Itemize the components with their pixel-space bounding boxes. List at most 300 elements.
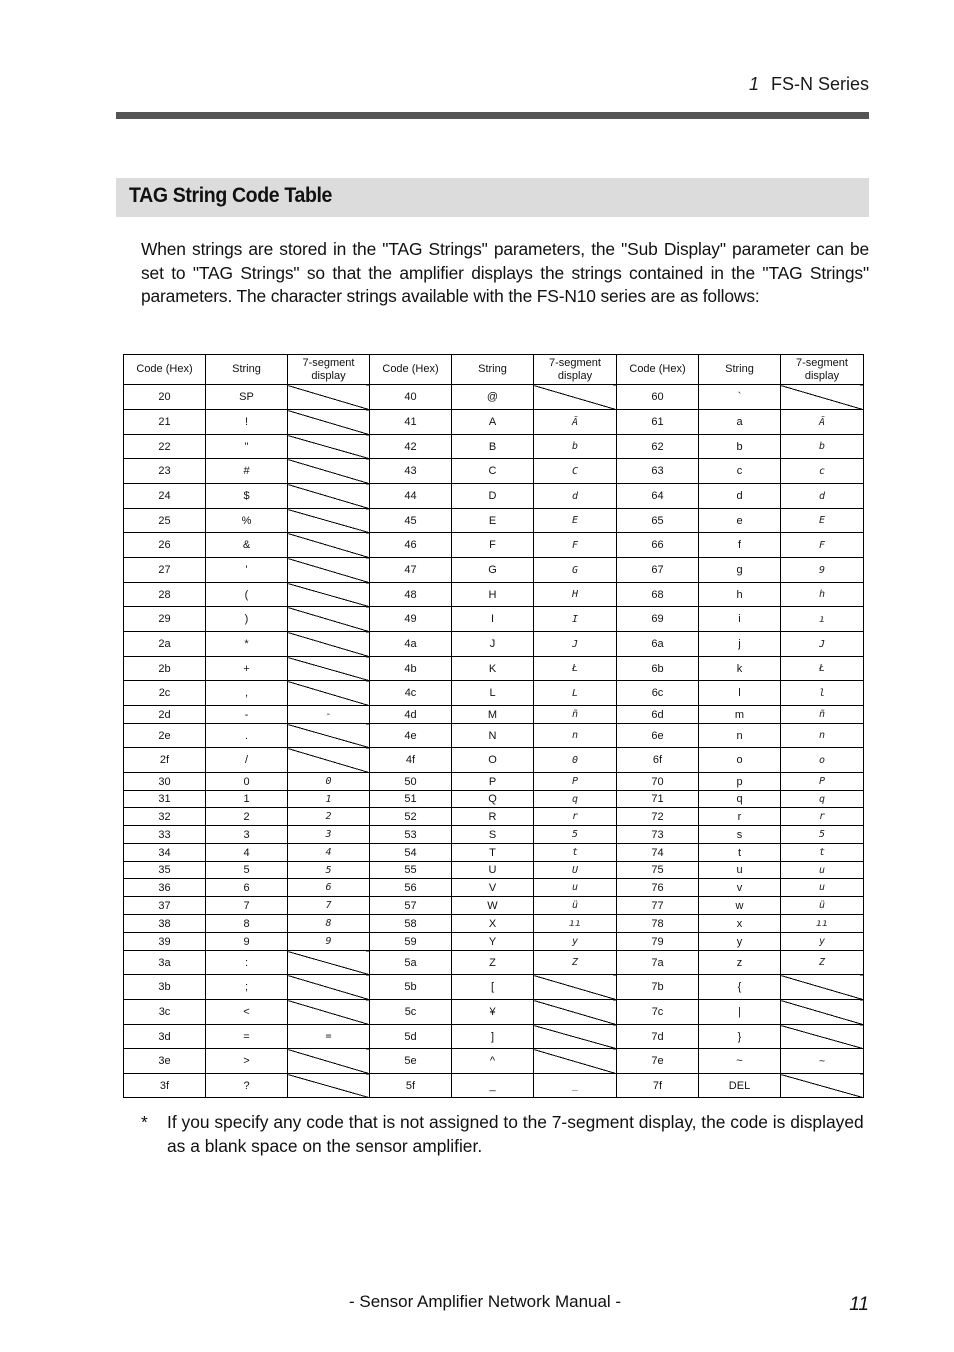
segment-not-assigned-cell — [288, 632, 370, 657]
segment-display-cell: r — [534, 808, 617, 826]
hex-code-cell: 5d — [370, 1025, 452, 1049]
string-cell: l — [699, 681, 781, 706]
string-cell: O — [452, 748, 534, 773]
segment-display-cell: t — [534, 844, 617, 862]
string-cell: [ — [452, 975, 534, 1000]
string-cell: ? — [206, 1074, 288, 1098]
segment-not-assigned-cell — [534, 1049, 617, 1074]
segment-display-cell: 3 — [288, 826, 370, 844]
string-cell: 1 — [206, 791, 288, 808]
segment-not-assigned-cell — [288, 484, 370, 509]
string-cell: , — [206, 681, 288, 706]
segment-display-cell: ü — [781, 897, 864, 915]
segment-not-assigned-cell — [288, 1000, 370, 1025]
table-row — [124, 435, 864, 459]
string-cell: T — [452, 844, 534, 862]
segment-not-assigned-cell — [288, 748, 370, 773]
hex-code-cell: 3a — [124, 951, 206, 975]
segment-display-cell: E — [781, 509, 864, 533]
hex-code-cell: 4e — [370, 724, 452, 748]
hex-code-cell: 42 — [370, 435, 452, 459]
segment-not-assigned-cell — [288, 459, 370, 484]
segment-not-assigned-cell — [781, 1074, 864, 1098]
footnote-text: If you specify any code that is not assigned to the 7-segment display, the code is displayed as a blank space on the sensor amplifier. — [167, 1112, 864, 1156]
segment-not-assigned-cell — [781, 1025, 864, 1049]
segment-display-cell: b — [781, 435, 864, 459]
segment-display-cell: 1 — [288, 791, 370, 808]
string-cell: _ — [452, 1074, 534, 1098]
segment-not-assigned-cell — [534, 1000, 617, 1025]
hex-code-cell: 31 — [124, 791, 206, 808]
string-cell: " — [206, 435, 288, 459]
table-row — [124, 706, 864, 724]
segment-display-cell: ñ — [781, 706, 864, 724]
string-cell: % — [206, 509, 288, 533]
string-cell: o — [699, 748, 781, 773]
hex-code-cell: 4b — [370, 657, 452, 681]
segment-not-assigned-cell — [534, 975, 617, 1000]
segment-display-cell: Ā — [781, 410, 864, 435]
string-cell: z — [699, 951, 781, 975]
segment-display-cell: Z — [534, 951, 617, 975]
table-row — [124, 933, 864, 951]
segment-not-assigned-cell — [288, 533, 370, 558]
segment-display-cell: Z — [781, 951, 864, 975]
segment-display-cell: L — [534, 681, 617, 706]
string-cell: 2 — [206, 808, 288, 826]
col-header: 7-segment display — [781, 355, 864, 385]
segment-not-assigned-cell — [781, 1000, 864, 1025]
segment-display-cell: ~ — [781, 1049, 864, 1074]
string-cell: E — [452, 509, 534, 533]
segment-not-assigned-cell — [534, 385, 617, 410]
string-cell: t — [699, 844, 781, 862]
string-cell: F — [452, 533, 534, 558]
segment-display-cell: ıı — [534, 915, 617, 933]
table-row — [124, 657, 864, 681]
string-cell: J — [452, 632, 534, 657]
hex-code-cell: 71 — [617, 791, 699, 808]
page-number: 11 — [849, 1294, 869, 1315]
hex-code-cell: 7e — [617, 1049, 699, 1074]
hex-code-cell: 79 — [617, 933, 699, 951]
hex-code-cell: 6c — [617, 681, 699, 706]
segment-display-cell: ü — [534, 897, 617, 915]
string-cell: P — [452, 773, 534, 791]
hex-code-cell: 30 — [124, 773, 206, 791]
string-cell: * — [206, 632, 288, 657]
hex-code-cell: 7d — [617, 1025, 699, 1049]
col-header: Code (Hex) — [617, 355, 699, 385]
segment-display-cell: G — [534, 558, 617, 583]
section-heading-bar — [116, 178, 869, 217]
string-cell: ¥ — [452, 1000, 534, 1025]
string-cell: G — [452, 558, 534, 583]
hex-code-cell: 76 — [617, 879, 699, 897]
hex-code-cell: 65 — [617, 509, 699, 533]
segment-display-cell: 4 — [288, 844, 370, 862]
segment-not-assigned-cell — [288, 1074, 370, 1098]
hex-code-cell: 49 — [370, 607, 452, 632]
table-row — [124, 632, 864, 657]
hex-code-cell: 77 — [617, 897, 699, 915]
section-title: TAG String Code Table — [129, 184, 333, 207]
hex-code-cell: 78 — [617, 915, 699, 933]
table-row — [124, 484, 864, 509]
string-cell: R — [452, 808, 534, 826]
string-cell: = — [206, 1025, 288, 1049]
string-cell: u — [699, 862, 781, 879]
segment-display-cell: 0 — [288, 773, 370, 791]
hex-code-cell: 26 — [124, 533, 206, 558]
segment-display-cell: h — [781, 583, 864, 607]
footer-title: - Sensor Amplifier Network Manual - — [349, 1292, 622, 1311]
col-header: String — [699, 355, 781, 385]
segment-not-assigned-cell — [288, 558, 370, 583]
string-cell: V — [452, 879, 534, 897]
segment-not-assigned-cell — [288, 724, 370, 748]
col-header: Code (Hex) — [124, 355, 206, 385]
hex-code-cell: 3e — [124, 1049, 206, 1074]
segment-not-assigned-cell — [288, 607, 370, 632]
hex-code-cell: 39 — [124, 933, 206, 951]
segment-display-cell: C — [534, 459, 617, 484]
segment-display-cell: d — [534, 484, 617, 509]
string-cell: ( — [206, 583, 288, 607]
string-cell: Y — [452, 933, 534, 951]
tag-string-code-table — [123, 354, 864, 1098]
string-cell: r — [699, 808, 781, 826]
segment-display-cell: u — [781, 862, 864, 879]
segment-display-cell: l — [781, 681, 864, 706]
hex-code-cell: 69 — [617, 607, 699, 632]
string-cell: { — [699, 975, 781, 1000]
footnote — [141, 1110, 869, 1158]
string-cell: B — [452, 435, 534, 459]
hex-code-cell: 72 — [617, 808, 699, 826]
segment-display-cell: 5 — [781, 826, 864, 844]
table-body — [124, 385, 864, 1098]
table-row — [124, 844, 864, 862]
string-cell: > — [206, 1049, 288, 1074]
string-cell: I — [452, 607, 534, 632]
segment-display-cell: J — [781, 632, 864, 657]
hex-code-cell: 2b — [124, 657, 206, 681]
hex-code-cell: 2e — [124, 724, 206, 748]
hex-code-cell: 3d — [124, 1025, 206, 1049]
string-cell: S — [452, 826, 534, 844]
table-row — [124, 951, 864, 975]
hex-code-cell: 5a — [370, 951, 452, 975]
intro-paragraph: When strings are stored in the "TAG Strings" parameters, the "Sub Display" parameter can be set to "TAG Strings" so that the amplifier displays the strings contained in the "TAG Strings" parameters. The character strings available with the FS-N10 series are as follows: — [141, 239, 869, 307]
hex-code-cell: 2c — [124, 681, 206, 706]
segment-not-assigned-cell — [288, 410, 370, 435]
table-header-row — [124, 355, 864, 385]
segment-display-cell: n — [534, 724, 617, 748]
segment-display-cell: I — [534, 607, 617, 632]
hex-code-cell: 2d — [124, 706, 206, 724]
string-cell: ^ — [452, 1049, 534, 1074]
hex-code-cell: 5f — [370, 1074, 452, 1098]
hex-code-cell: 4c — [370, 681, 452, 706]
hex-code-cell: 7f — [617, 1074, 699, 1098]
segment-not-assigned-cell — [781, 975, 864, 1000]
chapter-number: 1 — [748, 74, 759, 94]
string-cell: y — [699, 933, 781, 951]
string-cell: 6 — [206, 879, 288, 897]
hex-code-cell: 52 — [370, 808, 452, 826]
string-cell: } — [699, 1025, 781, 1049]
table-row — [124, 748, 864, 773]
string-cell: ] — [452, 1025, 534, 1049]
segment-display-cell: ı — [781, 607, 864, 632]
hex-code-cell: 74 — [617, 844, 699, 862]
footnote-marker: * — [141, 1112, 148, 1132]
segment-display-cell: F — [781, 533, 864, 558]
segment-not-assigned-cell — [288, 583, 370, 607]
table-row — [124, 509, 864, 533]
string-cell: < — [206, 1000, 288, 1025]
string-cell: h — [699, 583, 781, 607]
hex-code-cell: 58 — [370, 915, 452, 933]
string-cell: DEL — [699, 1074, 781, 1098]
string-cell: 0 — [206, 773, 288, 791]
hex-code-cell: 6e — [617, 724, 699, 748]
string-cell: - — [206, 706, 288, 724]
segment-display-cell: 5 — [534, 826, 617, 844]
table-row — [124, 791, 864, 808]
string-cell: v — [699, 879, 781, 897]
hex-code-cell: 37 — [124, 897, 206, 915]
segment-display-cell: q — [534, 791, 617, 808]
hex-code-cell: 20 — [124, 385, 206, 410]
segment-display-cell: 6 — [288, 879, 370, 897]
table-row — [124, 1074, 864, 1098]
segment-not-assigned-cell — [288, 951, 370, 975]
table-row — [124, 558, 864, 583]
segment-display-cell: q — [781, 791, 864, 808]
string-cell: H — [452, 583, 534, 607]
segment-display-cell: r — [781, 808, 864, 826]
hex-code-cell: 38 — [124, 915, 206, 933]
segment-not-assigned-cell — [781, 385, 864, 410]
string-cell: ; — [206, 975, 288, 1000]
hex-code-cell: 68 — [617, 583, 699, 607]
table-row — [124, 385, 864, 410]
segment-display-cell: U — [534, 862, 617, 879]
table-row — [124, 583, 864, 607]
hex-code-cell: 59 — [370, 933, 452, 951]
string-cell: / — [206, 748, 288, 773]
hex-code-cell: 34 — [124, 844, 206, 862]
string-cell: . — [206, 724, 288, 748]
segment-not-assigned-cell — [534, 1025, 617, 1049]
segment-display-cell: _ — [534, 1074, 617, 1098]
string-cell: ` — [699, 385, 781, 410]
segment-display-cell: = — [288, 1025, 370, 1049]
string-cell: D — [452, 484, 534, 509]
string-cell: X — [452, 915, 534, 933]
chapter-title: FS-N Series — [770, 74, 869, 94]
segment-display-cell: ıı — [781, 915, 864, 933]
string-cell: q — [699, 791, 781, 808]
hex-code-cell: 7a — [617, 951, 699, 975]
hex-code-cell: 70 — [617, 773, 699, 791]
string-cell: @ — [452, 385, 534, 410]
segment-display-cell: u — [781, 879, 864, 897]
string-cell: 3 — [206, 826, 288, 844]
table-row — [124, 897, 864, 915]
hex-code-cell: 27 — [124, 558, 206, 583]
string-cell: i — [699, 607, 781, 632]
hex-code-cell: 46 — [370, 533, 452, 558]
string-cell: ) — [206, 607, 288, 632]
hex-code-cell: 32 — [124, 808, 206, 826]
hex-code-cell: 2a — [124, 632, 206, 657]
hex-code-cell: 64 — [617, 484, 699, 509]
segment-display-cell: 9 — [781, 558, 864, 583]
hex-code-cell: 6b — [617, 657, 699, 681]
segment-display-cell: ñ — [534, 706, 617, 724]
hex-code-cell: 22 — [124, 435, 206, 459]
hex-code-cell: 28 — [124, 583, 206, 607]
col-header: 7-segment display — [288, 355, 370, 385]
chapter-header — [749, 74, 869, 95]
string-cell: # — [206, 459, 288, 484]
segment-display-cell: d — [781, 484, 864, 509]
hex-code-cell: 7b — [617, 975, 699, 1000]
string-cell: 7 — [206, 897, 288, 915]
segment-display-cell: F — [534, 533, 617, 558]
segment-display-cell: Ł — [534, 657, 617, 681]
string-cell: ! — [206, 410, 288, 435]
hex-code-cell: 40 — [370, 385, 452, 410]
hex-code-cell: 47 — [370, 558, 452, 583]
segment-not-assigned-cell — [288, 509, 370, 533]
hex-code-cell: 43 — [370, 459, 452, 484]
segment-display-cell: u — [534, 879, 617, 897]
segment-not-assigned-cell — [288, 975, 370, 1000]
string-cell: ' — [206, 558, 288, 583]
hex-code-cell: 53 — [370, 826, 452, 844]
hex-code-cell: 6d — [617, 706, 699, 724]
string-cell: m — [699, 706, 781, 724]
hex-code-cell: 67 — [617, 558, 699, 583]
hex-code-cell: 45 — [370, 509, 452, 533]
segment-display-cell: Ł — [781, 657, 864, 681]
string-cell: k — [699, 657, 781, 681]
segment-display-cell: t — [781, 844, 864, 862]
string-cell: Z — [452, 951, 534, 975]
segment-display-cell: 7 — [288, 897, 370, 915]
hex-code-cell: 75 — [617, 862, 699, 879]
string-cell: a — [699, 410, 781, 435]
string-cell: 4 — [206, 844, 288, 862]
string-cell: U — [452, 862, 534, 879]
table-row — [124, 862, 864, 879]
hex-code-cell: 63 — [617, 459, 699, 484]
hex-code-cell: 5c — [370, 1000, 452, 1025]
hex-code-cell: 48 — [370, 583, 452, 607]
string-cell: e — [699, 509, 781, 533]
table-row — [124, 879, 864, 897]
segment-display-cell: Ā — [534, 410, 617, 435]
string-cell: g — [699, 558, 781, 583]
string-cell: N — [452, 724, 534, 748]
string-cell: j — [699, 632, 781, 657]
hex-code-cell: 36 — [124, 879, 206, 897]
header-rule — [116, 112, 869, 119]
table-row — [124, 607, 864, 632]
segment-display-cell: o — [781, 748, 864, 773]
segment-display-cell: c — [781, 459, 864, 484]
hex-code-cell: 4f — [370, 748, 452, 773]
hex-code-cell: 6a — [617, 632, 699, 657]
string-cell: ~ — [699, 1049, 781, 1074]
string-cell: n — [699, 724, 781, 748]
table-row — [124, 724, 864, 748]
string-cell: s — [699, 826, 781, 844]
hex-code-cell: 56 — [370, 879, 452, 897]
string-cell: b — [699, 435, 781, 459]
string-cell: A — [452, 410, 534, 435]
segment-display-cell: P — [781, 773, 864, 791]
segment-display-cell: H — [534, 583, 617, 607]
hex-code-cell: 5b — [370, 975, 452, 1000]
table-row — [124, 915, 864, 933]
segment-display-cell: n — [781, 724, 864, 748]
string-cell: W — [452, 897, 534, 915]
segment-display-cell: 9 — [288, 933, 370, 951]
hex-code-cell: 66 — [617, 533, 699, 558]
segment-display-cell: 5 — [288, 862, 370, 879]
hex-code-cell: 25 — [124, 509, 206, 533]
segment-display-cell: b — [534, 435, 617, 459]
col-header: String — [206, 355, 288, 385]
hex-code-cell: 7c — [617, 1000, 699, 1025]
col-header: Code (Hex) — [370, 355, 452, 385]
hex-code-cell: 35 — [124, 862, 206, 879]
hex-code-cell: 5e — [370, 1049, 452, 1074]
segment-not-assigned-cell — [288, 1049, 370, 1074]
hex-code-cell: 73 — [617, 826, 699, 844]
table-row — [124, 410, 864, 435]
table-row — [124, 773, 864, 791]
hex-code-cell: 50 — [370, 773, 452, 791]
segment-display-cell: E — [534, 509, 617, 533]
string-cell: c — [699, 459, 781, 484]
string-cell: & — [206, 533, 288, 558]
hex-code-cell: 33 — [124, 826, 206, 844]
segment-not-assigned-cell — [288, 385, 370, 410]
string-cell: w — [699, 897, 781, 915]
hex-code-cell: 41 — [370, 410, 452, 435]
segment-not-assigned-cell — [288, 435, 370, 459]
segment-display-cell: 2 — [288, 808, 370, 826]
table-row — [124, 826, 864, 844]
hex-code-cell: 44 — [370, 484, 452, 509]
hex-code-cell: 55 — [370, 862, 452, 879]
hex-code-cell: 29 — [124, 607, 206, 632]
string-cell: L — [452, 681, 534, 706]
string-cell: $ — [206, 484, 288, 509]
table-row — [124, 459, 864, 484]
hex-code-cell: 3c — [124, 1000, 206, 1025]
hex-code-cell: 24 — [124, 484, 206, 509]
col-header: 7-segment display — [534, 355, 617, 385]
col-header: String — [452, 355, 534, 385]
table-row — [124, 808, 864, 826]
